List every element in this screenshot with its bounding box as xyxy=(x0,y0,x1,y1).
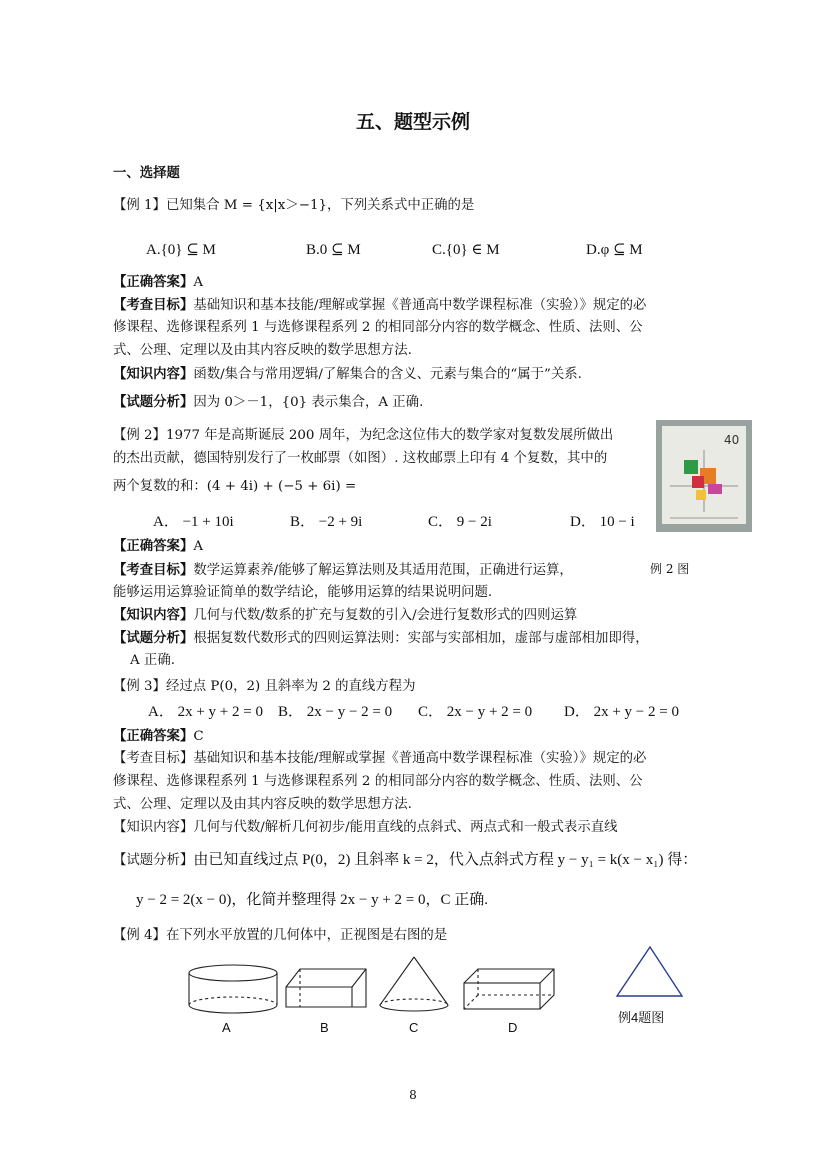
ex2-answer xyxy=(113,536,203,557)
ex1-analysis xyxy=(113,392,423,413)
ex1-analysis-label: 【试题分析】 xyxy=(113,394,194,410)
ex3-goal-line-2: 修课程、选修课程系列 1 与选修课程系列 2 的相同部分内容的数学概念、性质、法则、公 xyxy=(113,774,643,789)
ex1-content xyxy=(113,364,582,385)
ex3-analysis-label: 【试题分析】 xyxy=(113,853,194,868)
ex2-stem-line-1 xyxy=(113,426,613,446)
ex2-stem-line-2: 的杰出贡献，德国特别发行了一枚邮票（如图）. 这枚邮票上印有 4 个复数，其中的 xyxy=(113,451,608,466)
ex1-option-b: B.0 ⊆ M xyxy=(306,242,361,258)
ex3-option-c: C． 2x − y + 2 = 0 xyxy=(418,704,533,720)
ex3-stem: 经过点 P(0，2) 且斜率为 2 的直线方程为 xyxy=(165,679,416,694)
ex3-option-b: B． 2x − y − 2 = 0 xyxy=(278,704,393,720)
ex1-option-a: A.{0} ⊆ M xyxy=(146,242,216,258)
ex4-label: 【例 4】 xyxy=(113,928,166,943)
ex2-stem-line-3: 两个复数的和：(4 + 4i) + (−5 + 6i) = xyxy=(113,479,357,494)
ex2-option-c: C． 9 − 2i xyxy=(428,514,492,530)
ex4-front-view-triangle xyxy=(614,944,686,1000)
page-number: 8 xyxy=(409,1088,417,1102)
ex2-content-text: 几何与代数/数系的扩充与复数的引入/会进行复数形式的四则运算 xyxy=(193,608,578,623)
ex3-goal-text-1: 基础知识和基本技能/理解或掌握《普通高中数学课程标准（实验）》规定的必 xyxy=(193,751,647,766)
ex2-goal-line-1 xyxy=(113,560,573,581)
ex1-label: 【例 1】 xyxy=(113,198,166,213)
ex3-option-d: D． 2x + y − 2 = 0 xyxy=(564,704,679,720)
ex2-analysis-label: 【试题分析】 xyxy=(113,630,194,646)
ex3-answer-label: 【正确答案】 xyxy=(113,728,194,744)
ex2-option-d: D． 10 − i xyxy=(570,514,635,530)
shape-label-c: C xyxy=(409,1020,419,1035)
ex1-goal-label: 【考查目标】 xyxy=(113,297,194,313)
gauss-stamp-image xyxy=(656,420,752,532)
triangular-prism-shape xyxy=(286,969,366,1007)
ex1-goal-line-2: 修课程、选修课程系列 1 与选修课程系列 2 的相同部分内容的数学概念、性质、法则、公 xyxy=(113,320,643,335)
ex3-goal-line-3: 式、公理、定理以及由其内容反映的数学思想方法. xyxy=(113,797,412,812)
ex3-option-a: A． 2x + y + 2 = 0 xyxy=(148,704,263,720)
ex3-answer xyxy=(113,726,204,747)
shape-label-a: A xyxy=(222,1020,231,1035)
ex3-analysis-line-2: y − 2 = 2(x − 0)，化简并整理得 2x − y + 2 = 0，C 正确. xyxy=(136,892,489,908)
ex3-content xyxy=(113,818,617,838)
section-heading: 一、选择题 xyxy=(113,165,180,181)
ex2-label: 【例 2】 xyxy=(113,428,166,443)
ex4-figure-caption: 例4题图 xyxy=(618,1010,665,1025)
ex4-solids-figure xyxy=(180,955,600,1045)
ex1-goal-line-3: 式、公理、定理以及由其内容反映的数学思想方法. xyxy=(113,343,412,358)
ex2-analysis-line-2: A 正确. xyxy=(130,653,175,668)
ex2-option-b: B． −2 + 9i xyxy=(290,514,363,530)
ex1-content-label: 【知识内容】 xyxy=(113,366,194,382)
ex3-answer-value: C xyxy=(193,729,204,744)
stamp-value: 40 xyxy=(724,433,740,447)
cone-shape xyxy=(380,957,448,1011)
ex2-content xyxy=(113,605,577,626)
rectangular-prism-shape xyxy=(464,969,554,1009)
cylinder-shape xyxy=(189,965,277,1013)
ex2-answer-label: 【正确答案】 xyxy=(113,538,194,554)
ex1-option-d: D.φ ⊆ M xyxy=(586,242,643,258)
ex3-stem-line xyxy=(113,677,415,697)
ex3-analysis-text-1: 由已知直线过点 P(0，2) 且斜率 k = 2，代入点斜式方程 y − y₁ = k(x − x₁) 得： xyxy=(193,852,698,868)
ex2-goal-text-1: 数学运算素养/能够了解运算法则及其适用范围，正确进行运算， xyxy=(193,563,573,578)
ex1-goal-line-1 xyxy=(113,295,646,316)
ex1-option-c: C.{0} ∈ M xyxy=(432,242,500,258)
ex2-stem-text-1: 1977 年是高斯诞辰 200 周年，为纪念这位伟大的数学家对复数发展所做出 xyxy=(165,428,614,443)
ex1-stem: 已知集合 M = {x|x＞−1}，下列关系式中正确的是 xyxy=(165,198,475,213)
ex2-goal-label: 【考查目标】 xyxy=(113,562,194,578)
ex1-answer-value: A xyxy=(193,275,204,290)
ex2-option-a: A． −1 + 10i xyxy=(153,514,234,530)
ex4-stem: 在下列水平放置的几何体中，正视图是右图的是 xyxy=(165,928,448,943)
ex3-analysis xyxy=(113,850,697,871)
ex3-content-label: 【知识内容】 xyxy=(113,820,194,835)
ex2-answer-value: A xyxy=(193,539,204,554)
ex2-figure-caption: 例 2 图 xyxy=(650,562,690,576)
ex3-content-text: 几何与代数/解析几何初步/能用直线的点斜式、两点式和一般式表示直线 xyxy=(193,820,618,835)
ex1-stem-line xyxy=(113,196,474,216)
page-title: 五、题型示例 xyxy=(355,111,470,133)
ex3-label: 【例 3】 xyxy=(113,679,166,694)
ex1-answer xyxy=(113,272,203,293)
ex1-answer-label: 【正确答案】 xyxy=(113,274,194,290)
ex2-analysis-text-1: 根据复数代数形式的四则运算法则：实部与实部相加，虚部与虚部相加即得， xyxy=(193,631,649,646)
shape-label-b: B xyxy=(320,1020,329,1035)
ex1-content-text: 函数/集合与常用逻辑/了解集合的含义、元素与集合的“属于”关系. xyxy=(193,367,582,382)
ex1-goal-text-1: 基础知识和基本技能/理解或掌握《普通高中数学课程标准（实验）》规定的必 xyxy=(193,298,647,313)
shape-label-d: D xyxy=(508,1020,518,1035)
ex2-goal-line-2: 能够运用运算验证简单的数学结论，能够用运算的结果说明问题. xyxy=(113,585,493,600)
ex1-analysis-text: 因为 0＞－1，{0} 表示集合，A 正确. xyxy=(193,395,424,410)
ex2-analysis xyxy=(113,628,649,649)
ex2-content-label: 【知识内容】 xyxy=(113,607,194,623)
ex4-stem-line xyxy=(113,926,447,946)
ex3-goal-label: 【考查目标】 xyxy=(113,751,194,766)
ex3-goal-line-1 xyxy=(113,749,646,769)
